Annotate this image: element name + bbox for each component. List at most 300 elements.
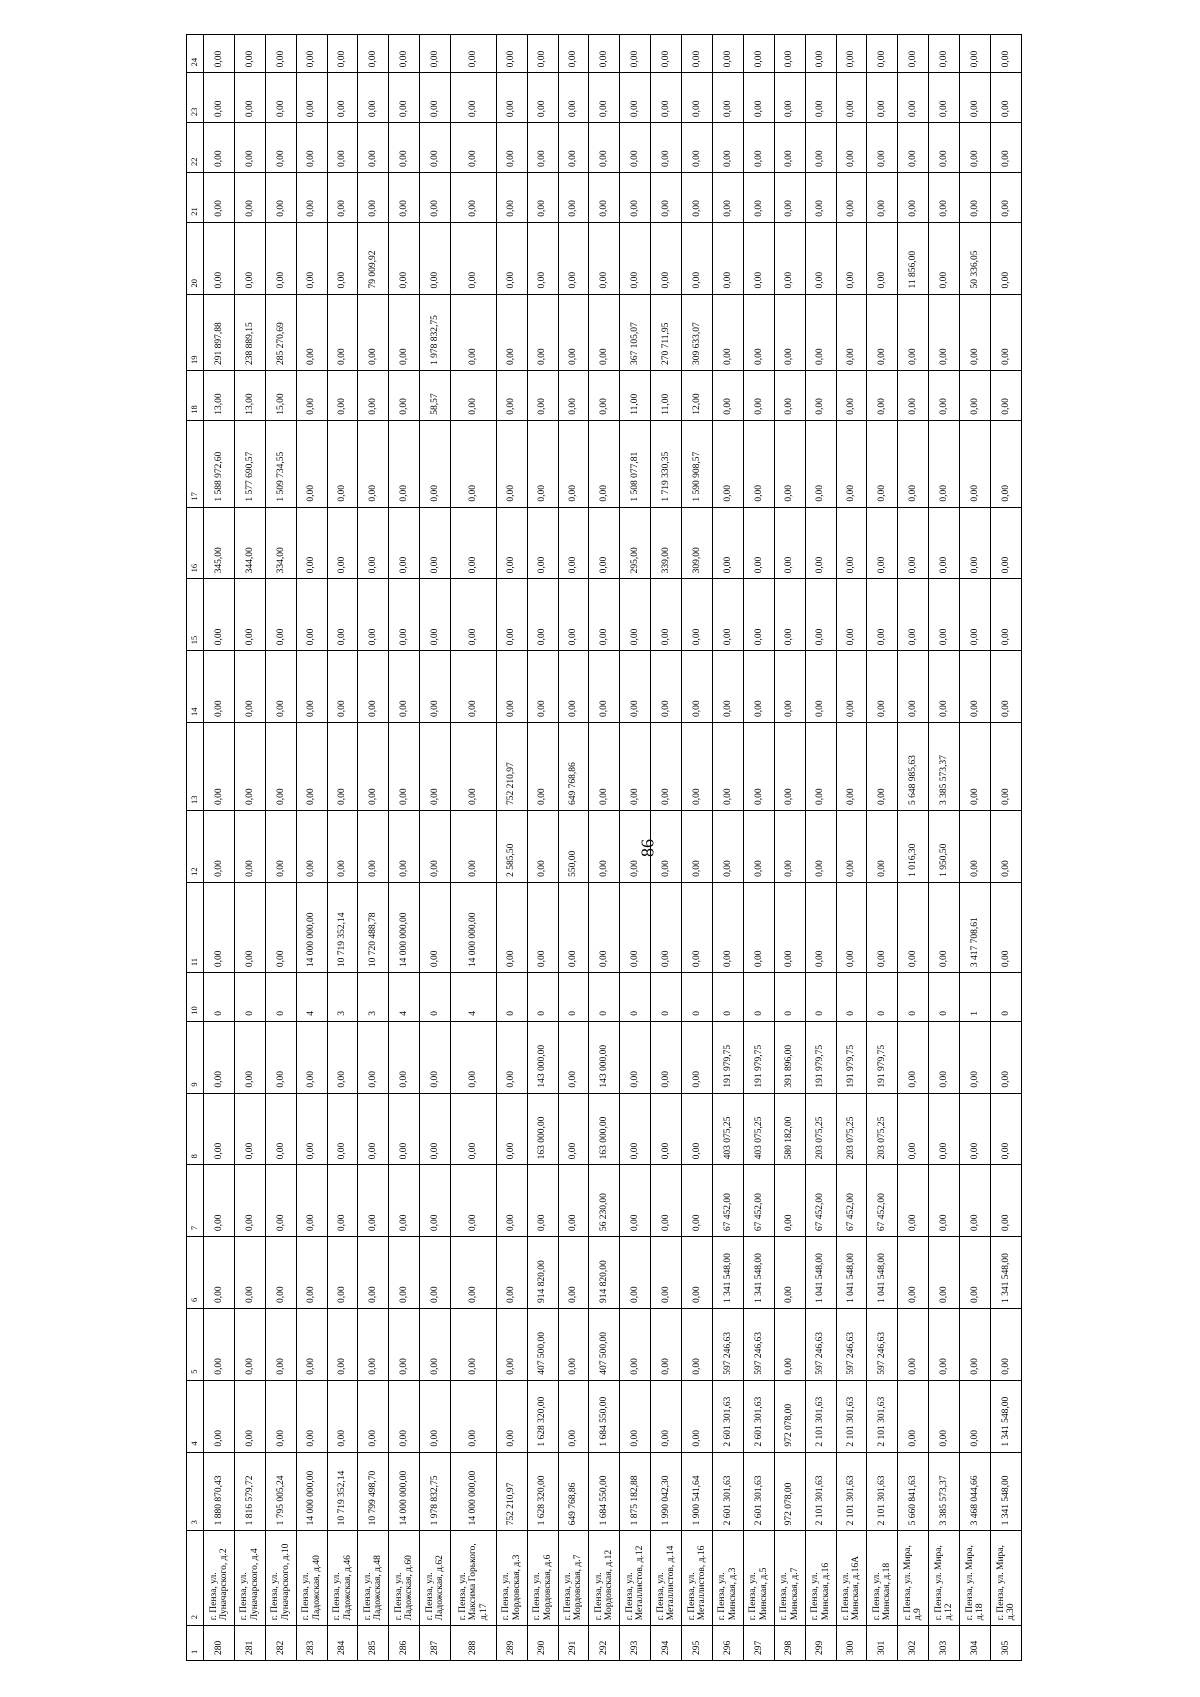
table-cell: 0,00 <box>929 294 960 370</box>
table-cell: 284 <box>327 1626 358 1661</box>
table-cell: 0,00 <box>451 35 497 73</box>
table-cell: 0,00 <box>234 35 265 73</box>
table-cell: 0,00 <box>327 222 358 294</box>
table-cell: 0,00 <box>420 222 451 294</box>
table-cell: 0,00 <box>265 882 296 972</box>
table-cell: 0,00 <box>327 294 358 370</box>
table-cell: 1 875 182,88 <box>620 1452 651 1531</box>
table-cell: 1 577 690,57 <box>234 420 265 507</box>
table-cell: 56 230,00 <box>589 1165 620 1237</box>
table-cell: 0,00 <box>867 651 898 723</box>
table-cell: 0,00 <box>589 651 620 723</box>
table-cell: 1 341 548,00 <box>991 1237 1022 1309</box>
table-cell: 10 719 352,14 <box>327 882 358 972</box>
table-cell: 0,00 <box>234 222 265 294</box>
table-cell: 0 <box>496 973 527 1022</box>
table-cell: 0,00 <box>929 123 960 173</box>
table-cell: 0,00 <box>496 1093 527 1165</box>
table-cell: 1 341 548,00 <box>712 1237 743 1309</box>
table-cell: 0,00 <box>991 811 1022 883</box>
table-cell: 0 <box>527 973 558 1022</box>
table-cell: 0,00 <box>774 882 805 972</box>
table-cell: 0 <box>712 973 743 1022</box>
table-row <box>204 35 235 1661</box>
table-row <box>234 35 265 1661</box>
table-cell: 15 <box>187 579 204 651</box>
table-cell: 0,00 <box>451 507 497 579</box>
table-cell: 0,00 <box>420 811 451 883</box>
table-cell: 0,00 <box>265 1308 296 1380</box>
table-cell: 0,00 <box>451 1093 497 1165</box>
table-cell: 1 590 908,57 <box>682 420 713 507</box>
table-cell: 58,57 <box>420 370 451 420</box>
table-cell: 0,00 <box>327 1093 358 1165</box>
table-cell: 0,00 <box>389 222 420 294</box>
table-cell: 0,00 <box>991 35 1022 73</box>
table-cell: 191 979,75 <box>867 1021 898 1093</box>
table-cell: 0,00 <box>358 123 389 173</box>
table-cell: 0,00 <box>296 1237 327 1309</box>
table-cell: 1 509 734,55 <box>265 420 296 507</box>
table-cell: 0,00 <box>651 1380 682 1452</box>
table-cell: 0 <box>743 973 774 1022</box>
table-cell: 0,00 <box>358 1093 389 1165</box>
table-cell: 0,00 <box>589 420 620 507</box>
table-cell: 0,00 <box>836 811 867 883</box>
table-cell: 0,00 <box>682 1165 713 1237</box>
table-cell: 0,00 <box>358 1308 389 1380</box>
table-cell: 0,00 <box>774 294 805 370</box>
table-cell: 0,00 <box>327 1237 358 1309</box>
table-cell: 0,00 <box>496 882 527 972</box>
table-cell: 0,00 <box>558 294 589 370</box>
table-cell: 11 <box>187 882 204 972</box>
table-cell: г. Пенза, ул. Максима Горького, д.17 <box>451 1531 497 1626</box>
table-cell: 0,00 <box>743 222 774 294</box>
table-cell: 0,00 <box>929 882 960 972</box>
table-cell: 0,00 <box>836 73 867 123</box>
table-cell: 67 452,00 <box>712 1165 743 1237</box>
table-cell: 0,00 <box>558 123 589 173</box>
table-cell: 0,00 <box>991 172 1022 222</box>
table-cell: 0,00 <box>867 507 898 579</box>
table-cell: г. Пенза, ул. Мордовская, д.7 <box>558 1531 589 1626</box>
table-cell: 3 <box>187 1452 204 1531</box>
table-cell: 1 900 541,64 <box>682 1452 713 1531</box>
table-cell: 0,00 <box>620 651 651 723</box>
table-cell: 0,00 <box>234 723 265 811</box>
table-cell: 0,00 <box>558 1093 589 1165</box>
table-cell: 0,00 <box>682 1093 713 1165</box>
table-cell: 0,00 <box>898 1380 929 1452</box>
table-cell: 0,00 <box>929 1237 960 1309</box>
table-cell: 0,00 <box>234 651 265 723</box>
table-cell: 3 <box>358 973 389 1022</box>
table-cell: 0,00 <box>389 1237 420 1309</box>
table-cell: 0,00 <box>234 1093 265 1165</box>
table-cell: 282 <box>265 1626 296 1661</box>
table-cell: 0,00 <box>620 1093 651 1165</box>
table-cell: 0,00 <box>898 1237 929 1309</box>
table-cell: 0 <box>774 973 805 1022</box>
table-cell: 0,00 <box>836 579 867 651</box>
table-cell: 238 889,15 <box>234 294 265 370</box>
table-row <box>682 35 713 1661</box>
table-cell: 0,00 <box>389 123 420 173</box>
table-cell: 0,00 <box>558 651 589 723</box>
table-cell: 0,00 <box>496 1021 527 1093</box>
table-cell: 0,00 <box>296 723 327 811</box>
table-cell: 1 684 550,00 <box>589 1452 620 1531</box>
table-cell: 0,00 <box>296 1021 327 1093</box>
table-cell: 0,00 <box>743 723 774 811</box>
table-cell: 0,00 <box>682 882 713 972</box>
table-cell: 0,00 <box>451 420 497 507</box>
table-cell: 0,00 <box>296 420 327 507</box>
table-row <box>451 35 497 1661</box>
table-cell: 0,00 <box>898 882 929 972</box>
table-cell: 17 <box>187 420 204 507</box>
table-cell: 1 978 832,75 <box>420 1452 451 1531</box>
table-cell: 0,00 <box>451 222 497 294</box>
table-cell: 0,00 <box>774 651 805 723</box>
table-cell: 2 101 301,63 <box>805 1380 836 1452</box>
table-cell: 0,00 <box>805 123 836 173</box>
table-cell: 0,00 <box>558 1237 589 1309</box>
table-cell: 0,00 <box>991 882 1022 972</box>
table-cell: 1 341 548,00 <box>743 1237 774 1309</box>
table-cell: 0,00 <box>774 35 805 73</box>
table-cell: 302 <box>898 1626 929 1661</box>
table-cell: г. Пенза, ул. Мира, д.9 <box>898 1531 929 1626</box>
table-cell: 14 000 000,00 <box>389 1452 420 1531</box>
table-cell: 0,00 <box>496 651 527 723</box>
table-cell: 0,00 <box>712 294 743 370</box>
table-row <box>496 35 527 1661</box>
table-cell: 0,00 <box>265 1237 296 1309</box>
table-cell: 339,00 <box>651 507 682 579</box>
table-cell: 0,00 <box>204 579 235 651</box>
table-cell: 0,00 <box>867 294 898 370</box>
table-cell: 0,00 <box>774 172 805 222</box>
table-row <box>620 35 651 1661</box>
table-cell: 0,00 <box>204 1093 235 1165</box>
table-cell: 0,00 <box>358 507 389 579</box>
table-cell: 0,00 <box>836 507 867 579</box>
table-cell: 1 950,50 <box>929 811 960 883</box>
table-cell: 403 075,25 <box>743 1093 774 1165</box>
table-cell: г. Пенза, ул. Мира, д.18 <box>960 1531 991 1626</box>
table-cell: 0,00 <box>265 579 296 651</box>
table-cell: 0,00 <box>204 1165 235 1237</box>
table-cell: 0,00 <box>204 1308 235 1380</box>
table-cell: 3 385 573,37 <box>929 723 960 811</box>
table-cell: 597 246,63 <box>867 1308 898 1380</box>
table-cell: 0,00 <box>265 1093 296 1165</box>
table-cell: 0,00 <box>527 73 558 123</box>
table-cell: 0,00 <box>929 507 960 579</box>
table-cell: 0 <box>898 973 929 1022</box>
table-cell: 0,00 <box>389 723 420 811</box>
table-cell: 10 799 498,70 <box>358 1452 389 1531</box>
table-cell: 972 078,00 <box>774 1452 805 1531</box>
table-cell: 0,00 <box>991 651 1022 723</box>
table-cell: г. Пенза, ул. Луначарского, д.4 <box>234 1531 265 1626</box>
table-cell: 0,00 <box>296 294 327 370</box>
table-cell: 0 <box>589 973 620 1022</box>
table-cell: 0,00 <box>558 370 589 420</box>
table-cell: 0,00 <box>743 123 774 173</box>
table-cell: 0,00 <box>389 811 420 883</box>
table-cell: 0,00 <box>867 579 898 651</box>
table-cell: 0,00 <box>712 123 743 173</box>
table-cell: 191 979,75 <box>712 1021 743 1093</box>
table-cell: 0,00 <box>265 651 296 723</box>
table-cell: г. Пенза, ул. Металлистов, д.14 <box>651 1531 682 1626</box>
table-cell: 0,00 <box>620 73 651 123</box>
table-cell: 0,00 <box>327 651 358 723</box>
table-cell: 13 <box>187 723 204 811</box>
table-cell: 0,00 <box>620 35 651 73</box>
table-cell: 0,00 <box>898 507 929 579</box>
table-cell: 597 246,63 <box>836 1308 867 1380</box>
table-cell: 0,00 <box>589 811 620 883</box>
table-cell: г. Пенза, ул. Мордовская, д.12 <box>589 1531 620 1626</box>
table-cell: 0,00 <box>867 222 898 294</box>
table-cell: 0,00 <box>620 882 651 972</box>
table-cell: 0,00 <box>327 1308 358 1380</box>
table-cell: 2 101 301,63 <box>836 1380 867 1452</box>
table-cell: 0,00 <box>296 1308 327 1380</box>
table-cell: 0,00 <box>296 370 327 420</box>
table-row <box>929 35 960 1661</box>
table-cell: 0 <box>805 973 836 1022</box>
table-cell: 10 <box>187 973 204 1022</box>
table-cell: 0,00 <box>420 35 451 73</box>
table-cell: 1 341 548,00 <box>991 1452 1022 1531</box>
table-cell: 0,00 <box>620 1380 651 1452</box>
table-cell: 295 <box>682 1626 713 1661</box>
table-cell: 0,00 <box>712 723 743 811</box>
table-cell: 14 000 000,00 <box>451 882 497 972</box>
table-cell: 1 041 548,00 <box>867 1237 898 1309</box>
table-cell: 163 000,00 <box>589 1093 620 1165</box>
table-cell: 0,00 <box>296 579 327 651</box>
table-cell: г. Пенза, ул. Металлистов, д.12 <box>620 1531 651 1626</box>
table-cell: 0,00 <box>743 507 774 579</box>
table-row <box>774 35 805 1661</box>
table-cell: 0,00 <box>867 882 898 972</box>
table-cell: 1 341 548,00 <box>991 1380 1022 1452</box>
table-cell: 1 795 005,24 <box>265 1452 296 1531</box>
table-cell: 203 075,25 <box>867 1093 898 1165</box>
table-cell: 0,00 <box>327 370 358 420</box>
table-cell: 2 101 301,63 <box>836 1452 867 1531</box>
table-cell: 5 660 841,63 <box>898 1452 929 1531</box>
table-cell: г. Пенза, ул. Минская, д.3 <box>712 1531 743 1626</box>
table-cell: 0,00 <box>898 294 929 370</box>
table-cell: 0,00 <box>712 811 743 883</box>
table-cell: 12,00 <box>682 370 713 420</box>
table-cell: 0,00 <box>774 1237 805 1309</box>
table-cell: 0,00 <box>234 811 265 883</box>
table-cell: 0,00 <box>960 811 991 883</box>
table-cell: 0,00 <box>774 370 805 420</box>
table-cell: 0,00 <box>651 222 682 294</box>
table-cell: 0,00 <box>327 172 358 222</box>
table-cell: 0,00 <box>774 123 805 173</box>
table-cell: 597 246,63 <box>743 1308 774 1380</box>
table-cell: 0,00 <box>589 370 620 420</box>
table-cell: 299 <box>805 1626 836 1661</box>
table-cell: 296 <box>712 1626 743 1661</box>
table-cell: 0,00 <box>451 811 497 883</box>
table-cell: 0,00 <box>620 811 651 883</box>
table-cell: 0,00 <box>204 172 235 222</box>
table-cell: 0,00 <box>620 1237 651 1309</box>
table-cell: 0,00 <box>991 294 1022 370</box>
table-cell: 12 <box>187 811 204 883</box>
table-cell: 0,00 <box>389 370 420 420</box>
table-cell: 0,00 <box>327 507 358 579</box>
table-cell: г. Пенза, ул. Металлистов, д.16 <box>682 1531 713 1626</box>
table-cell: 15,00 <box>265 370 296 420</box>
table-cell: 0,00 <box>527 723 558 811</box>
table-cell: 345,00 <box>204 507 235 579</box>
table-cell: 290 <box>527 1626 558 1661</box>
table-cell: 0,00 <box>743 172 774 222</box>
table-cell: 0,00 <box>296 507 327 579</box>
table-cell: 0,00 <box>620 1308 651 1380</box>
table-cell: 403 075,25 <box>712 1093 743 1165</box>
table-cell: 0 <box>836 973 867 1022</box>
table-cell: 1 628 320,00 <box>527 1380 558 1452</box>
table-cell: 0,00 <box>589 507 620 579</box>
table-cell: 0,00 <box>558 73 589 123</box>
table-cell: 597 246,63 <box>805 1308 836 1380</box>
data-table <box>186 34 1022 1661</box>
table-cell: 0,00 <box>358 294 389 370</box>
table-cell: 0 <box>651 973 682 1022</box>
table-cell: 0 <box>234 973 265 1022</box>
table-cell: г. Пенза, ул. Ладожская, д.48 <box>358 1531 389 1626</box>
table-cell: 0,00 <box>960 723 991 811</box>
table-cell: 0,00 <box>867 811 898 883</box>
table-cell: 0,00 <box>296 1165 327 1237</box>
table-cell: 0,00 <box>682 222 713 294</box>
table-cell: 0 <box>265 973 296 1022</box>
table-cell: 0,00 <box>682 811 713 883</box>
table-cell: 0,00 <box>558 579 589 651</box>
table-cell: 0,00 <box>836 420 867 507</box>
table-cell: 21 <box>187 172 204 222</box>
table-cell: 0,00 <box>358 811 389 883</box>
table-cell: 391 896,00 <box>774 1021 805 1093</box>
table-cell: 0,00 <box>527 420 558 507</box>
table-cell: 14 000 000,00 <box>451 1452 497 1531</box>
table-cell: 0 <box>558 973 589 1022</box>
table-cell: 0,00 <box>836 172 867 222</box>
table-cell: 3 417 708,61 <box>960 882 991 972</box>
table-cell: 0,00 <box>527 811 558 883</box>
table-cell: 4 <box>187 1380 204 1452</box>
table-cell: 4 <box>451 973 497 1022</box>
table-cell: 0,00 <box>234 172 265 222</box>
table-cell: 0,00 <box>527 222 558 294</box>
table-cell: 0,00 <box>620 723 651 811</box>
table-cell: 1 880 870,43 <box>204 1452 235 1531</box>
table-cell: 13,00 <box>204 370 235 420</box>
table-cell: г. Пенза, ул. Луначарского, д.10 <box>265 1531 296 1626</box>
table-cell: 6 <box>187 1237 204 1309</box>
table-cell: 9 <box>187 1021 204 1093</box>
table-row <box>265 35 296 1661</box>
table-cell: 0,00 <box>389 172 420 222</box>
table-cell: 0,00 <box>712 222 743 294</box>
table-cell: 0,00 <box>836 222 867 294</box>
table-cell: 0,00 <box>420 507 451 579</box>
table-cell: 0,00 <box>651 73 682 123</box>
table-cell: 0,00 <box>651 1308 682 1380</box>
table-cell: 0,00 <box>496 1165 527 1237</box>
table-cell: 0,00 <box>589 35 620 73</box>
table-cell: 0,00 <box>420 1165 451 1237</box>
table-cell: 0,00 <box>898 172 929 222</box>
table-cell: 0,00 <box>265 1021 296 1093</box>
table-row <box>420 35 451 1661</box>
table-cell: 0,00 <box>929 1308 960 1380</box>
table-cell: 0,00 <box>296 1093 327 1165</box>
table-cell: 0,00 <box>527 35 558 73</box>
table-cell: 287 <box>420 1626 451 1661</box>
table-cell: 0,00 <box>960 1021 991 1093</box>
table-cell: 0,00 <box>358 723 389 811</box>
table-cell: 19 <box>187 294 204 370</box>
table-cell: 0,00 <box>358 370 389 420</box>
table-row <box>898 35 929 1661</box>
table-cell: 0,00 <box>527 370 558 420</box>
table-cell: 1 588 972,60 <box>204 420 235 507</box>
table-cell: 0,00 <box>496 1380 527 1452</box>
table-cell: 0 <box>867 973 898 1022</box>
table-cell: 0,00 <box>496 123 527 173</box>
table-cell: 163 000,00 <box>527 1093 558 1165</box>
table-cell: 0,00 <box>234 882 265 972</box>
table-cell: 0,00 <box>898 579 929 651</box>
table-cell: 0,00 <box>651 811 682 883</box>
table-cell: 0,00 <box>589 723 620 811</box>
table-cell: 291 <box>558 1626 589 1661</box>
table-row <box>527 35 558 1661</box>
table-cell: 0,00 <box>527 1165 558 1237</box>
table-cell: 0,00 <box>620 172 651 222</box>
table-row <box>836 35 867 1661</box>
table-cell: 0,00 <box>712 507 743 579</box>
table-cell: 0,00 <box>234 1237 265 1309</box>
table-cell: 11 856,00 <box>898 222 929 294</box>
table-cell: 0,00 <box>204 222 235 294</box>
table-cell: 0,00 <box>682 1308 713 1380</box>
table-cell: 67 452,00 <box>867 1165 898 1237</box>
table-cell: 0,00 <box>589 882 620 972</box>
table-cell: 14 000 000,00 <box>389 882 420 972</box>
table-row <box>991 35 1022 1661</box>
table-cell: 0,00 <box>960 420 991 507</box>
table-cell: 0,00 <box>651 172 682 222</box>
table-cell: 0,00 <box>496 35 527 73</box>
table-cell: 0,00 <box>451 651 497 723</box>
table-cell: 0 <box>991 973 1022 1022</box>
